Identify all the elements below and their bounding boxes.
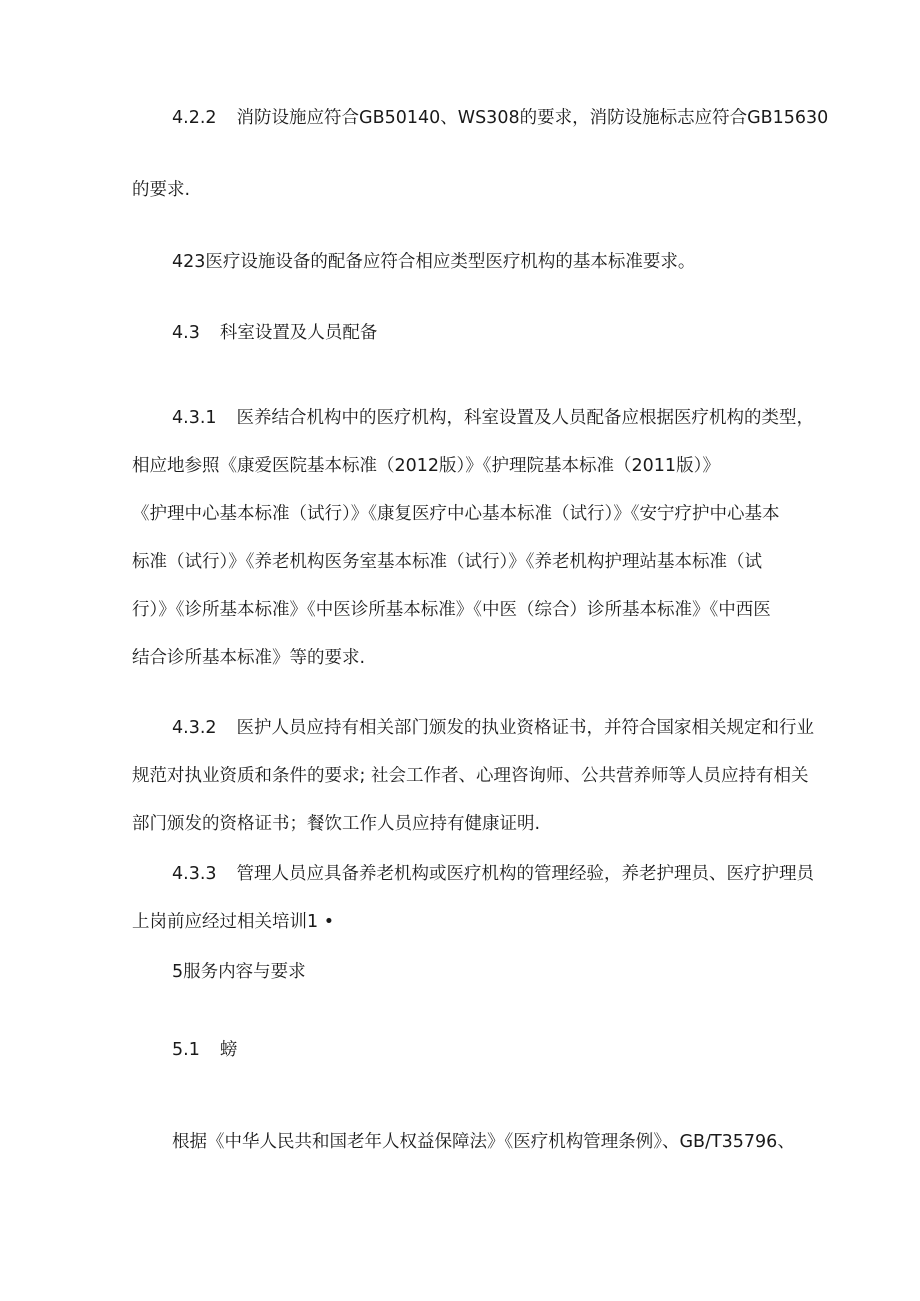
clause-4-3-2-line-3: 部门颁发的资格证书；餐饮工作人员应持有健康证明. bbox=[132, 814, 541, 834]
section-4-3-heading bbox=[172, 321, 377, 345]
clause-4-3-2-line-1 bbox=[172, 716, 814, 740]
clause-4-3-2-line-2: 规范对执业资质和条件的要求; 社会工作者、心理咨询师、公共营养师等人员应持有相关 bbox=[132, 766, 809, 786]
chapter-5-heading: 5服务内容与要求 bbox=[172, 962, 306, 982]
paragraph-basis-line-1: 根据《中华人民共和国老年人权益保障法》《医疗机构管理条例》、GB/T35796、 bbox=[172, 1132, 795, 1152]
clause-text: 消防设施应符合GB50140、WS308的要求，消防设施标志应符合GB15630 bbox=[236, 108, 829, 128]
clause-4-3-1-line-5: 行）》《诊所基本标准》《中医诊所基本标准》《中医（综合）诊所基本标准》《中西医 bbox=[132, 600, 771, 620]
section-number: 4.3 bbox=[172, 323, 200, 343]
clause-number: 4.3.1 bbox=[172, 408, 217, 428]
clause-4-3-1-line-6: 结合诊所基本标准》等的要求. bbox=[132, 648, 366, 668]
clause-4-3-1-line-2: 相应地参照《康爱医院基本标准（2012版）》《护理院基本标准（2011版）》 bbox=[132, 456, 720, 476]
clause-4-3-1-line-3: 《护理中心基本标准（试行）》《康复医疗中心基本标准（试行）》《安宁疗护中心基本 bbox=[132, 504, 780, 524]
clause-text: 医护人员应持有相关部门颁发的执业资格证书，并符合国家相关规定和行业 bbox=[236, 718, 815, 738]
section-5-1-heading bbox=[172, 1038, 237, 1062]
section-number: 5.1 bbox=[172, 1040, 200, 1060]
clause-number: 4.3.3 bbox=[172, 864, 217, 884]
clause-number: 4.3.2 bbox=[172, 718, 217, 738]
section-title: 科室设置及人员配备 bbox=[219, 323, 378, 343]
clause-4-2-2-line-1 bbox=[172, 106, 828, 130]
clause-4-2-2-line-2: 的要求. bbox=[132, 180, 191, 200]
clause-number: 4.2.2 bbox=[172, 108, 217, 128]
clause-text: 管理人员应具备养老机构或医疗机构的管理经验，养老护理员、医疗护理员 bbox=[236, 864, 815, 884]
clause-4-3-1-line-1 bbox=[172, 406, 814, 430]
clause-4-3-3-line-2: 上岗前应经过相关培训1 • bbox=[132, 912, 335, 932]
clause-4-3-1-line-4: 标准（试行）》《养老机构医务室基本标准（试行）》《养老机构护理站基本标准（试 bbox=[132, 552, 762, 572]
section-title: 螃 bbox=[219, 1040, 238, 1060]
clause-4-3-3-line-1 bbox=[172, 862, 814, 886]
clause-text: 医养结合机构中的医疗机构，科室设置及人员配备应根据医疗机构的类型， bbox=[236, 408, 815, 428]
clause-4-2-3: 423医疗设施设备的配备应符合相应类型医疗机构的基本标准要求。 bbox=[172, 252, 696, 272]
